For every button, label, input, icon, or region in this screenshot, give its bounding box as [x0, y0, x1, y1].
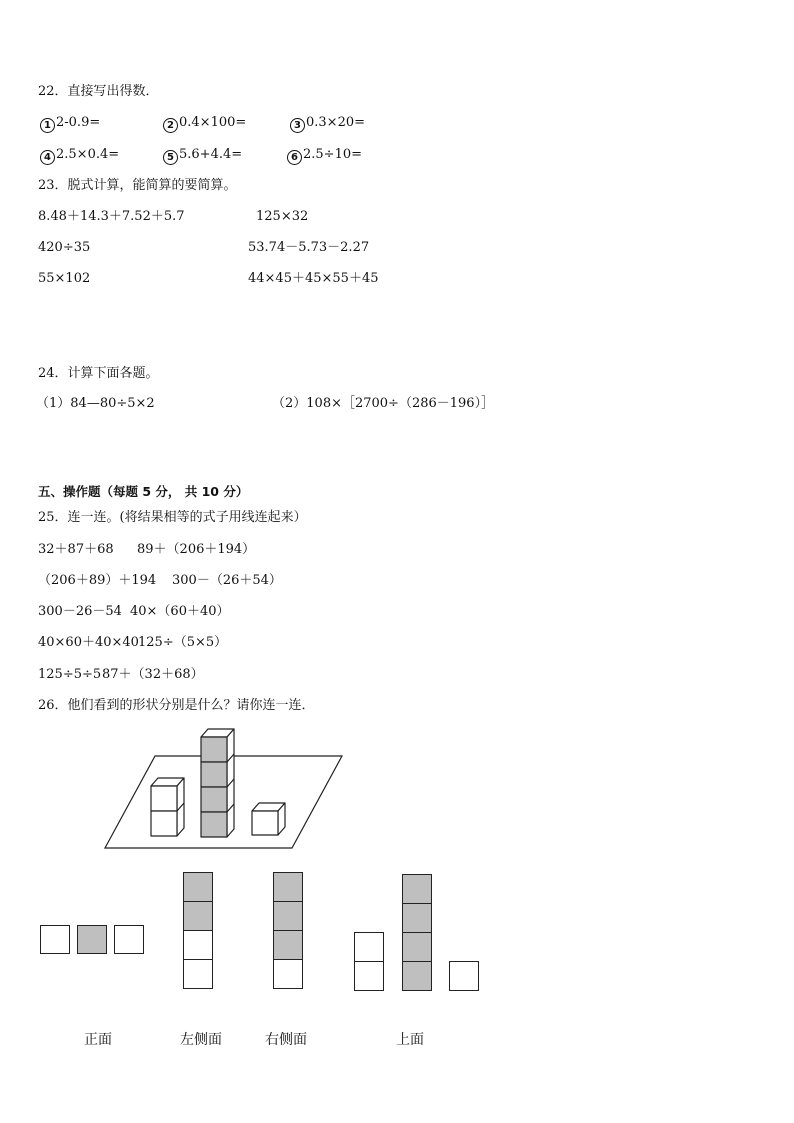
q23-expr-4: 53.74－5.73－2.27: [248, 240, 370, 255]
square: [183, 930, 213, 960]
q23-expr-5: 55×102: [38, 271, 91, 286]
cube-single: [252, 803, 285, 835]
view-option-group[interactable]: [354, 874, 480, 992]
circle-number-icon: 1: [40, 118, 55, 133]
square: [354, 961, 384, 991]
label-top-view: 上面: [396, 1032, 424, 1048]
q23-expr-1: 8.48＋14.3＋7.52＋5.7: [38, 209, 185, 224]
q23-expr-6: 44×45＋45×55＋45: [248, 271, 379, 286]
q26-title: 26．他们看到的形状分别是什么？请你连一连．: [38, 698, 315, 713]
q24-expr-1: （1）84—80÷5×2: [36, 396, 155, 411]
q23-title: 23．脱式计算，能简算的要简算。: [38, 178, 237, 193]
square: [273, 872, 303, 902]
q24-expr-2: （2）108×［2700÷（286－196）］: [272, 396, 495, 411]
q22-item-1: 1 2-0.9=: [40, 115, 100, 133]
q25-right-3: 40×（60＋40）: [130, 604, 230, 619]
view-option-row[interactable]: [40, 925, 144, 955]
q22-title: 22．直接写出得数．: [38, 84, 159, 99]
q24-title: 24．计算下面各题。: [38, 366, 159, 381]
q25-title: 25．连一连。(将结果相等的式子用线连起来）: [38, 510, 307, 525]
label-left-view: 左侧面: [180, 1032, 222, 1048]
section-title: 五、操作题（每题 5 分， 共 10 分）: [38, 484, 249, 499]
circle-number-icon: 6: [287, 150, 302, 165]
square: [114, 925, 144, 954]
q25-left-3: 300－26－54: [38, 604, 122, 619]
cube-stack-tall: [201, 729, 234, 837]
q23-expr-3: 420÷35: [38, 240, 91, 255]
square: [273, 930, 303, 960]
label-right-view: 右侧面: [265, 1032, 307, 1048]
q25-right-4: 125÷（5×5）: [138, 635, 228, 650]
q25-right-1: 89＋（206＋194）: [137, 542, 256, 557]
q25-right-5: 87＋（32＋68）: [102, 667, 204, 682]
circle-number-icon: 4: [40, 150, 55, 165]
q22-item-3: 3 0.3×20=: [290, 115, 365, 133]
square: [40, 925, 70, 954]
square: [183, 872, 213, 902]
view-option-column-a[interactable]: [183, 872, 213, 989]
circle-number-icon: 2: [163, 118, 178, 133]
q25-right-2: 300－（26＋54）: [172, 573, 282, 588]
q25-left-4: 40×60＋40×40: [38, 635, 139, 650]
q22-item-5: 5 5.6+4.4=: [163, 147, 242, 165]
square: [273, 959, 303, 989]
q25-left-5: 125÷5÷5: [38, 667, 102, 682]
circle-number-icon: 3: [290, 118, 305, 133]
square: [183, 959, 213, 989]
square: [183, 901, 213, 931]
q22-item-2: 2 0.4×100=: [163, 115, 246, 133]
q23-expr-2: 125×32: [256, 209, 309, 224]
circle-number-icon: 5: [163, 150, 178, 165]
square: [354, 932, 384, 962]
square: [402, 874, 432, 904]
q22-item-6: 6 2.5÷10=: [287, 147, 362, 165]
q25-left-2: （206＋89）＋194: [38, 573, 157, 588]
square: [449, 961, 479, 991]
cube-stack-left: [151, 778, 184, 836]
view-option-column-b[interactable]: [273, 872, 303, 989]
q22-item-4: 4 2.5×0.4=: [40, 147, 119, 165]
square: [402, 961, 432, 991]
square: [402, 932, 432, 962]
square: [77, 925, 107, 954]
square: [402, 903, 432, 933]
q25-left-1: 32＋87＋68: [38, 542, 114, 557]
square: [273, 901, 303, 931]
label-front-view: 正面: [84, 1032, 112, 1048]
